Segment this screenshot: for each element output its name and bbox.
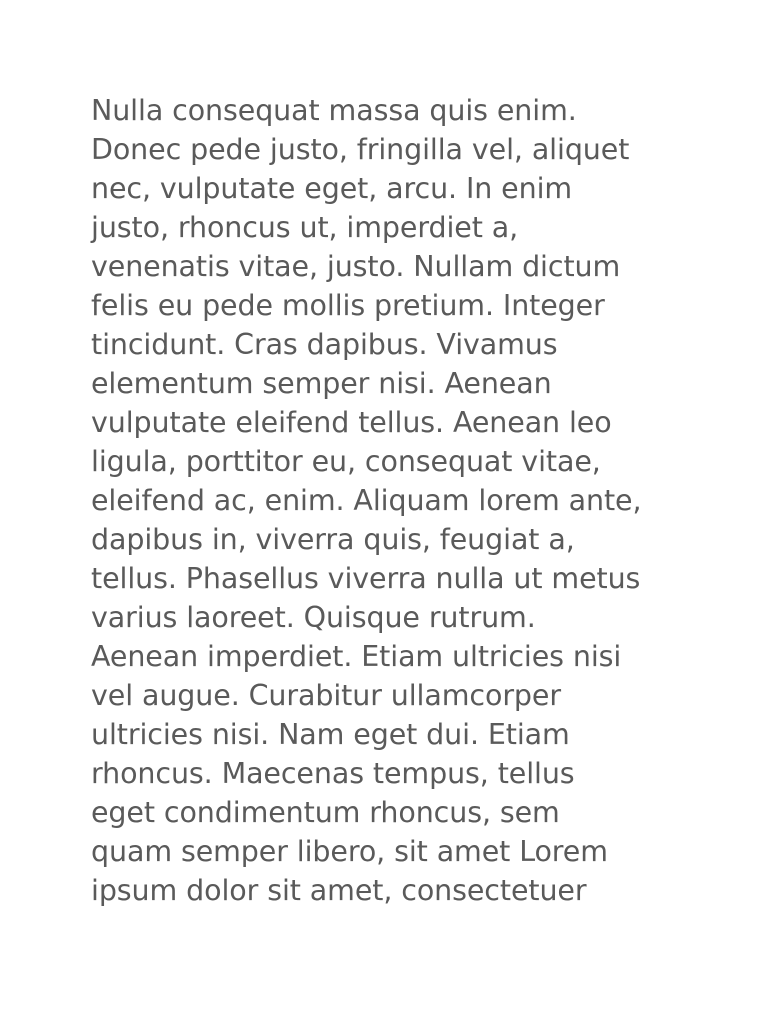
text-line: dapibus in, viverra quis, feugiat a, — [91, 523, 575, 556]
text-line: rhoncus. Maecenas tempus, tellus — [91, 757, 575, 790]
text-line: nec, vulputate eget, arcu. In enim — [91, 172, 573, 205]
text-line: justo, rhoncus ut, imperdiet a, — [91, 211, 519, 244]
text-line: elementum semper nisi. Aenean — [91, 367, 552, 400]
text-line: tincidunt. Cras dapibus. Vivamus — [91, 328, 558, 361]
text-line: Aenean imperdiet. Etiam ultricies nisi — [91, 640, 622, 673]
text-line: Nulla consequat massa quis enim. — [91, 94, 577, 127]
text-line: vulputate eleifend tellus. Aenean leo — [91, 406, 612, 439]
text-line: ipsum dolor sit amet, consectetuer — [91, 874, 587, 907]
text-line: venenatis vitae, justo. Nullam dictum — [91, 250, 621, 283]
text-line: Donec pede justo, fringilla vel, aliquet — [91, 133, 630, 166]
body-paragraph — [91, 91, 711, 910]
text-line: ultricies nisi. Nam eget dui. Etiam — [91, 718, 570, 751]
text-line: eget condimentum rhoncus, sem — [91, 796, 560, 829]
text-line: felis eu pede mollis pretium. Integer — [91, 289, 605, 322]
text-line: varius laoreet. Quisque rutrum. — [91, 601, 536, 634]
text-line: ligula, porttitor eu, consequat vitae, — [91, 445, 601, 478]
text-line: tellus. Phasellus viverra nulla ut metus — [91, 562, 641, 595]
text-line: eleifend ac, enim. Aliquam lorem ante, — [91, 484, 642, 517]
text-line: vel augue. Curabitur ullamcorper — [91, 679, 561, 712]
text-line: quam semper libero, sit amet Lorem — [91, 835, 608, 868]
